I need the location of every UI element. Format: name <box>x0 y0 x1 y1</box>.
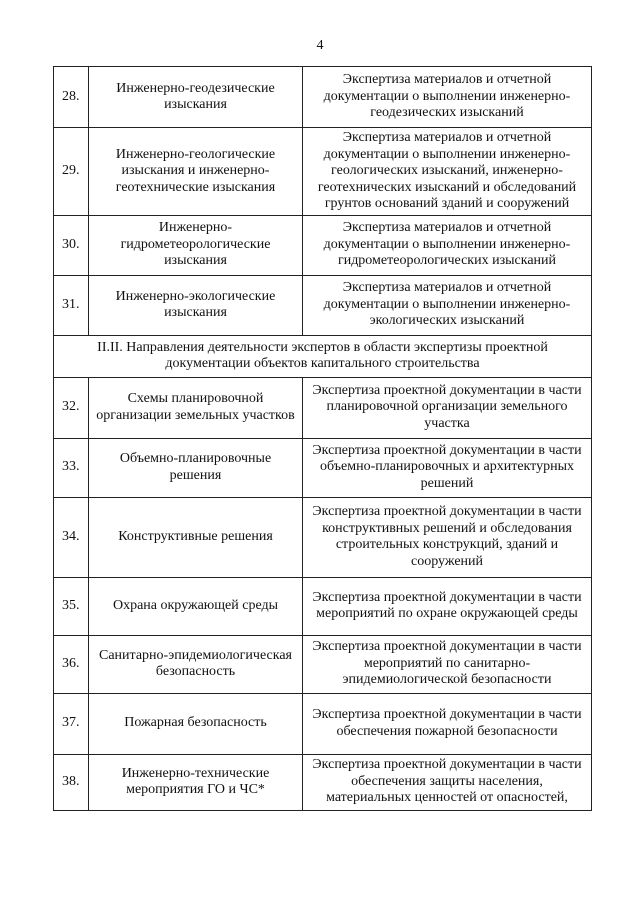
direction-cell: Пожарная безопасность <box>89 693 303 754</box>
direction-cell: Инженерно-гидрометеорологические изыскания <box>89 215 303 275</box>
section-heading: II.II. Направления деятельности экспертов в области экспертизы проектной документации объектов капитального строительства <box>54 335 592 377</box>
table-row <box>54 497 592 577</box>
row-number: 29. <box>54 128 89 216</box>
table-body <box>54 67 592 811</box>
row-number: 32. <box>54 377 89 438</box>
direction-cell: Схемы планировочной организации земельных участков <box>89 377 303 438</box>
expertise-cell: Экспертиза проектной документации в части объемно-планировочных и архитектурных решений <box>303 438 592 497</box>
direction-cell: Инженерно-геологические изыскания и инженерно-геотехнические изыскания <box>89 128 303 216</box>
experts-directions-table <box>53 66 592 811</box>
table-row <box>54 67 592 128</box>
table-row <box>54 215 592 275</box>
direction-cell: Инженерно-экологические изыскания <box>89 275 303 335</box>
row-number: 30. <box>54 215 89 275</box>
direction-cell: Инженерно-геодезические изыскания <box>89 67 303 128</box>
expertise-cell: Экспертиза проектной документации в части мероприятий по охране окружающей среды <box>303 577 592 635</box>
row-number: 34. <box>54 497 89 577</box>
row-number: 28. <box>54 67 89 128</box>
expertise-cell: Экспертиза проектной документации в части обеспечения защиты населения, материальных ценностей от опасностей, <box>303 754 592 810</box>
direction-cell: Санитарно-эпидемиологическая безопасность <box>89 635 303 693</box>
direction-cell: Инженерно-технические мероприятия ГО и ЧС* <box>89 754 303 810</box>
expertise-cell: Экспертиза проектной документации в части мероприятий по санитарно-эпидемиологической безопасности <box>303 635 592 693</box>
table-row <box>54 577 592 635</box>
table-row <box>54 693 592 754</box>
direction-cell: Охрана окружающей среды <box>89 577 303 635</box>
expertise-cell: Экспертиза проектной документации в части обеспечения пожарной безопасности <box>303 693 592 754</box>
expertise-cell: Экспертиза материалов и отчетной документации о выполнении инженерно-геологических изысканий, инженерно-геотехнических изысканий и обследований грунтов оснований зданий и сооружений <box>303 128 592 216</box>
table-row <box>54 377 592 438</box>
row-number: 33. <box>54 438 89 497</box>
direction-cell: Конструктивные решения <box>89 497 303 577</box>
row-number: 37. <box>54 693 89 754</box>
expertise-cell: Экспертиза материалов и отчетной документации о выполнении инженерно-гидрометеорологических изысканий <box>303 215 592 275</box>
page-number: 4 <box>316 38 324 53</box>
expertise-cell: Экспертиза проектной документации в части конструктивных решений и обследования строительных конструкций, зданий и сооружений <box>303 497 592 577</box>
row-number: 35. <box>54 577 89 635</box>
table-row <box>54 438 592 497</box>
direction-cell: Объемно-планировочные решения <box>89 438 303 497</box>
expertise-cell: Экспертиза проектной документации в части планировочной организации земельного участка <box>303 377 592 438</box>
expertise-cell: Экспертиза материалов и отчетной документации о выполнении инженерно-геодезических изысканий <box>303 67 592 128</box>
row-number: 36. <box>54 635 89 693</box>
row-number: 31. <box>54 275 89 335</box>
section-header-row <box>54 335 592 377</box>
table-row <box>54 635 592 693</box>
table-row <box>54 754 592 810</box>
table-row <box>54 128 592 216</box>
expertise-cell: Экспертиза материалов и отчетной документации о выполнении инженерно-экологических изысканий <box>303 275 592 335</box>
table-row <box>54 275 592 335</box>
row-number: 38. <box>54 754 89 810</box>
